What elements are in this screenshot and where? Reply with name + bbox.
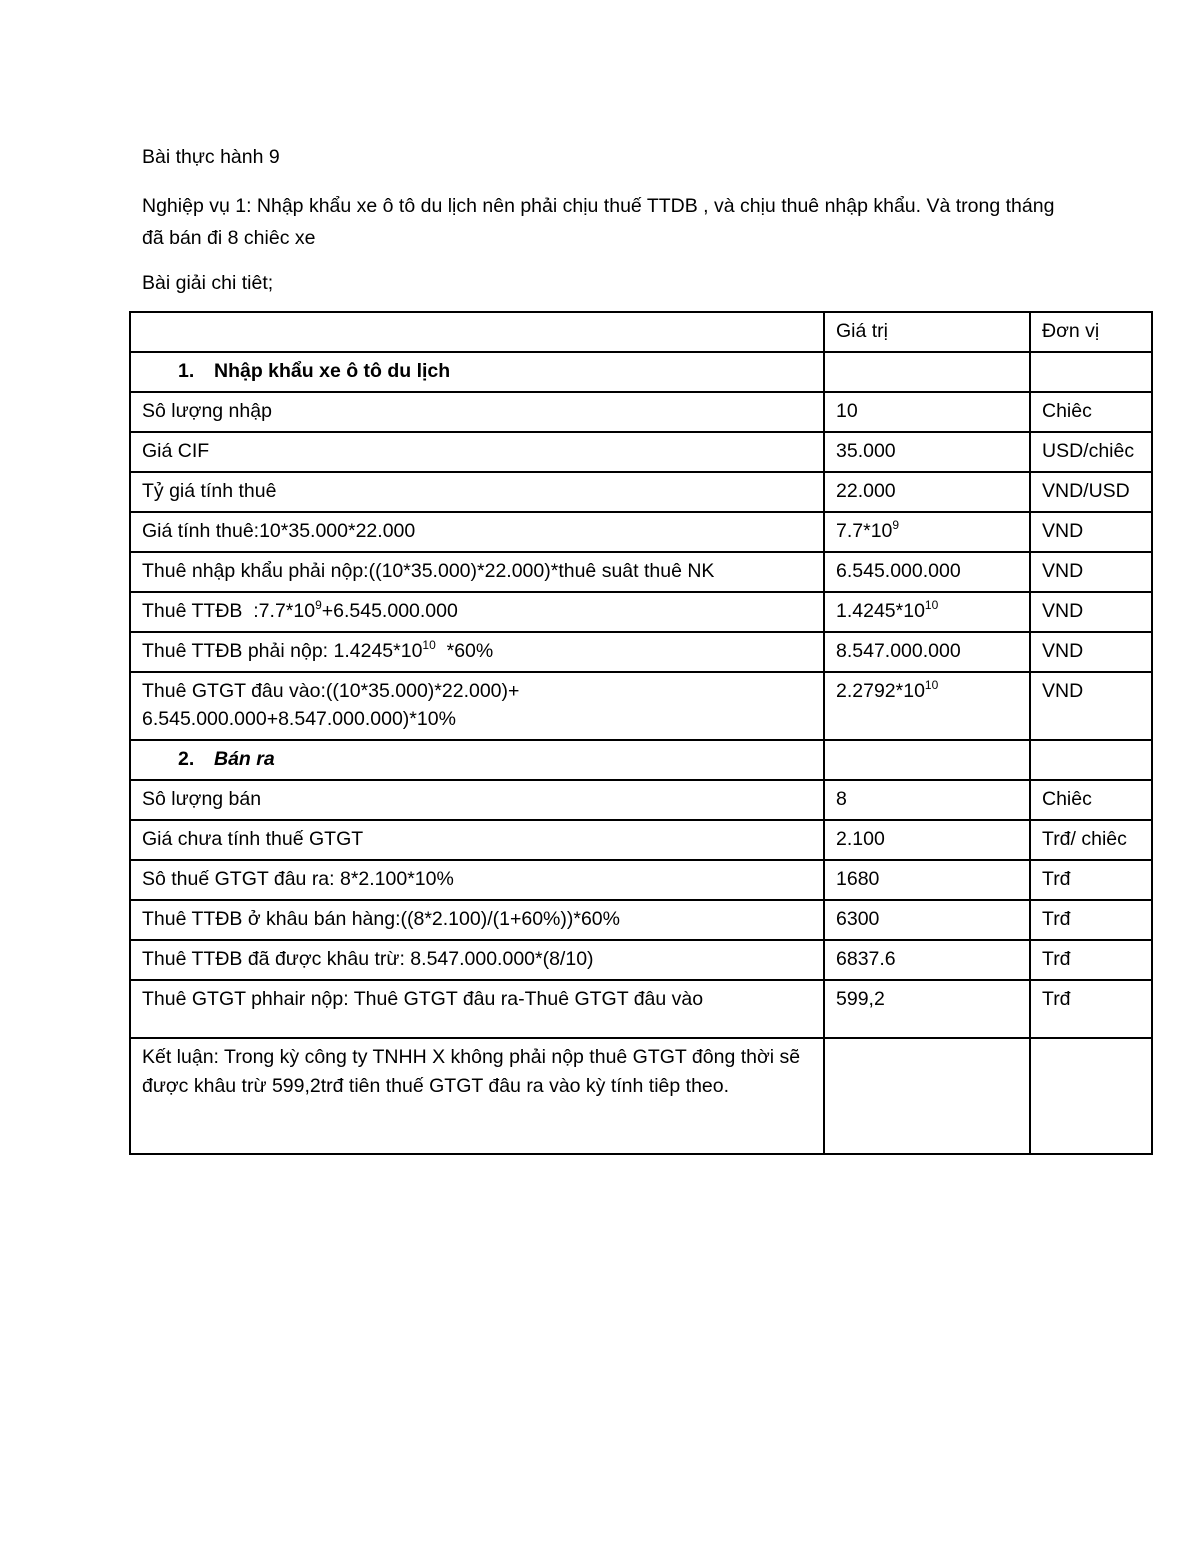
table-row: Thuê TTĐB phải nộp: $1.4245*10^{10}$ *60% 8.547.000.000 VND: [130, 632, 1152, 672]
table-row: Thuê GTGT phhair nộp: Thuê GTGT đâu ra-Thuê GTGT đâu vào 599,2 Trđ: [130, 980, 1152, 1038]
exercise-title: Bài thực hành 9: [142, 146, 280, 168]
conclusion-text: Kết luận: Trong kỳ công ty TNHH X không phải nộp thuê GTGT đông thời sẽ được khâu trừ 599,2trđ tiên thuế GTGT đâu ra vào kỳ tính tiêp theo.: [130, 1038, 824, 1154]
table-row: Sô lượng nhập 10 Chiêc: [130, 392, 1152, 432]
conclusion-row: [130, 1038, 1152, 1154]
table-row: Thuê nhập khẩu phải nộp:((10*35.000)*22.000)*thuê suât thuê NK 6.545.000.000 VND: [130, 552, 1152, 592]
header-description: [130, 312, 824, 352]
header-value: Giá trị: [824, 312, 1030, 352]
problem-statement: Nghiệp vụ 1: Nhập khẩu xe ô tô du lịch nên phải chịu thuế TTDB , và chịu thuê nhập khẩu. Và trong tháng đã bán đi 8 chiêc xe: [142, 195, 1055, 249]
table-row: Tỷ giá tính thuê 22.000 VND/USD: [130, 472, 1152, 512]
section-sales-row: [130, 740, 1152, 780]
table-row: Giá CIF 35.000 USD/chiêc: [130, 432, 1152, 472]
section-import-row: [130, 352, 1152, 392]
header-unit: Đơn vị: [1030, 312, 1152, 352]
calculation-table: [129, 311, 1153, 1155]
table-row: Giá tính thuê:10*35.000*22.000 $7.7*10^9$ VND: [130, 512, 1152, 552]
table-row: Thuê TTĐB đã được khâu trừ: 8.547.000.000*(8/10) 6837.6 Trđ: [130, 940, 1152, 980]
table-header-row: [130, 312, 1152, 352]
table-row: Thuê GTGT đâu vào:((10*35.000)*22.000)+ 6.545.000.000+8.547.000.000)*10% $2.2792*10^{10}$ VND: [130, 672, 1152, 740]
solution-heading: Bài giải chi tiêt;: [142, 272, 274, 294]
section-sales-title: 2. Bán ra: [130, 740, 824, 780]
section-import-title: 1. Nhập khẩu xe ô tô du lịch: [130, 352, 824, 392]
table-row: Sô lượng bán 8 Chiêc: [130, 780, 1152, 820]
table-row: Thuê TTĐB $:7.7*10^9+6.545.000.000$ $1.4245*10^{10}$ VND: [130, 592, 1152, 632]
table-row: Giá chưa tính thuế GTGT 2.100 Trđ/ chiêc: [130, 820, 1152, 860]
table-row: Sô thuế GTGT đâu ra: 8*2.100*10% 1680 Trđ: [130, 860, 1152, 900]
table-row: Thuê TTĐB ở khâu bán hàng:((8*2.100)/(1+60%))*60% 6300 Trđ: [130, 900, 1152, 940]
